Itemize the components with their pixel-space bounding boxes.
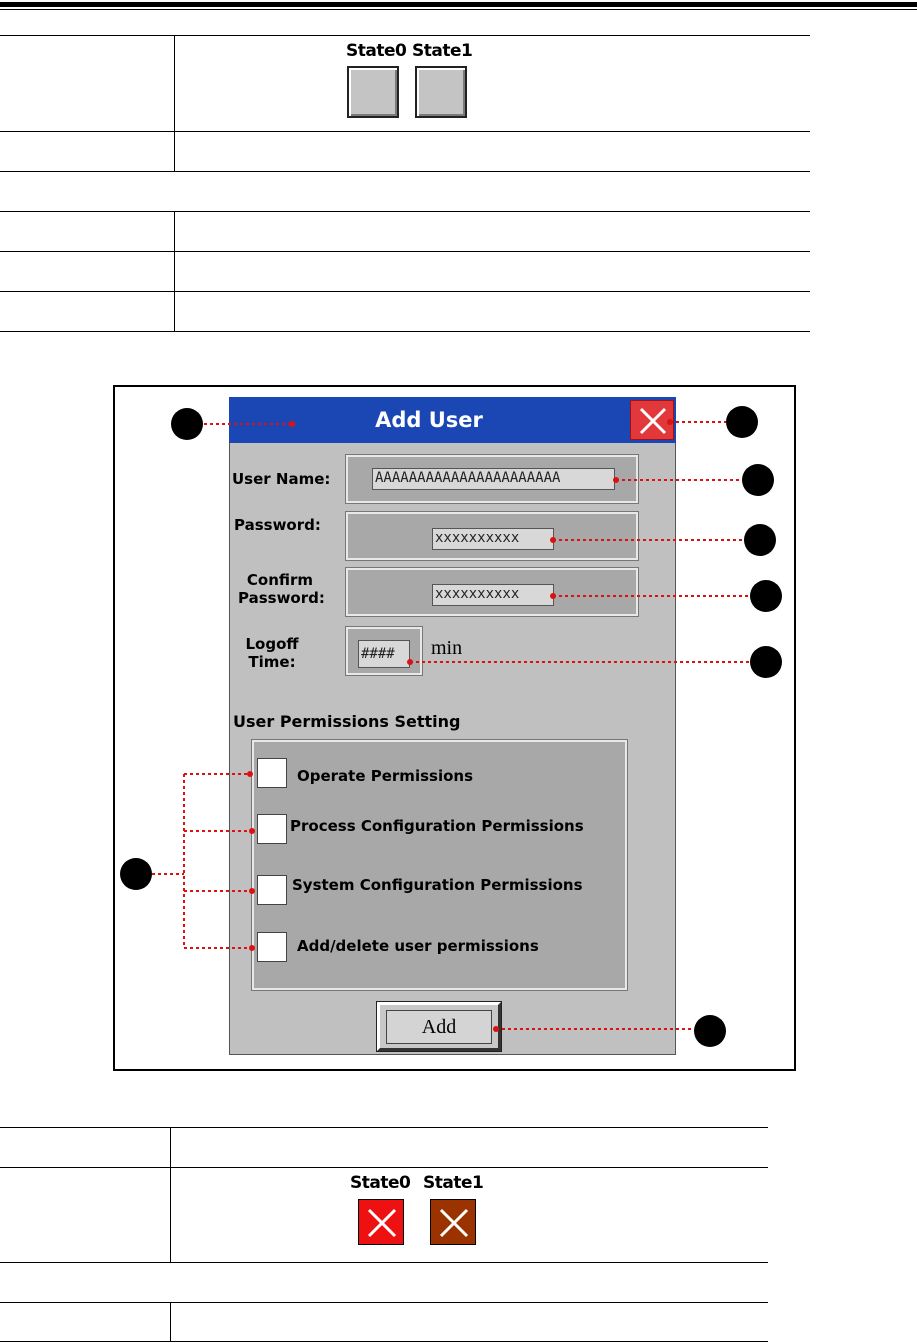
state1-label: State1 [412,41,473,61]
confirm-label-line1: Confirm [246,571,314,589]
system-config-permissions-label: System Configuration Permissions [292,876,583,894]
password-input[interactable]: xxxxxxxxxx [432,528,554,550]
table-rule [0,1167,768,1168]
operate-permissions-label: Operate Permissions [297,767,473,785]
dialog-title: Add User [375,408,483,432]
callout-marker [744,524,776,556]
logoff-label-line2: Time: [248,653,296,671]
callout-marker [694,1015,726,1047]
confirm-label-line2: Password: [238,589,325,607]
permissions-title: User Permissions Setting [233,712,461,731]
password-label: Password: [234,516,321,534]
table-column-divider [170,1302,171,1341]
table-column-divider [170,1127,171,1262]
state0-label: State0 [350,1173,411,1193]
callout-marker [120,858,152,890]
state0-label: State0 [346,41,407,61]
table-rule [0,1127,768,1128]
add-button-label: Add [386,1010,492,1044]
process-config-permissions-label: Process Configuration Permissions [290,817,584,835]
state1-label: State1 [423,1173,484,1193]
callout-marker [726,406,758,438]
state0-close-button-sample [358,1199,404,1245]
logoff-time-input[interactable]: #### [358,640,410,668]
state1-close-button-sample [430,1199,476,1245]
add-delete-user-permissions-label: Add/delete user permissions [297,937,539,955]
confirm-password-input[interactable]: xxxxxxxxxx [432,584,554,606]
logoff-label-line1: Logoff [245,635,299,653]
callout-marker [750,646,782,678]
user-name-label: User Name: [232,470,331,488]
user-name-input[interactable]: AAAAAAAAAAAAAAAAAAAAAA [372,468,615,490]
callout-marker [171,408,203,440]
logoff-unit: min [431,637,463,659]
close-icon [431,1200,477,1246]
callout-marker [742,464,774,496]
table-rule [0,1262,768,1263]
table-rule [0,1341,768,1342]
callout-marker [750,580,782,612]
close-icon [359,1200,405,1246]
table-rule [0,1302,768,1303]
